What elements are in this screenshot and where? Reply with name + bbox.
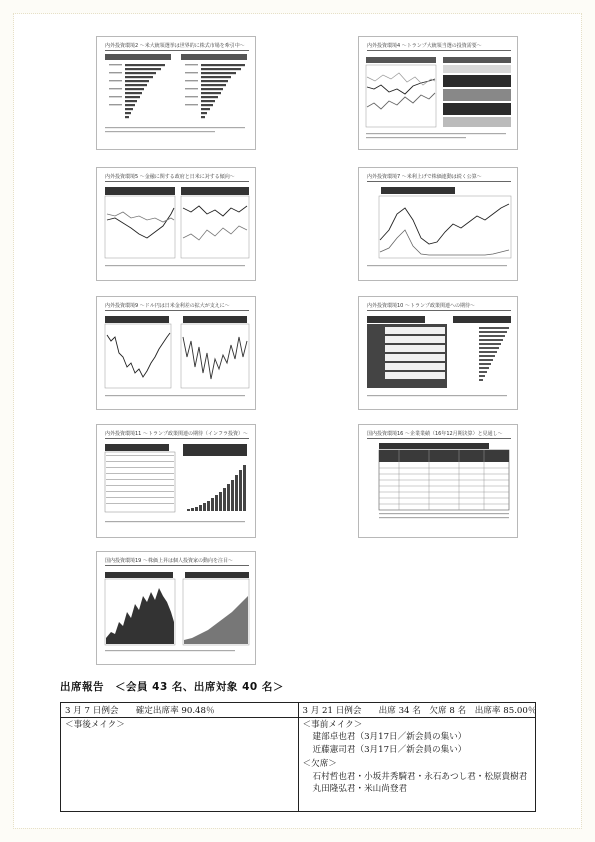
slide-title: 国内投資環境16 ～企業業績（16年12月期決算）と見通し～	[367, 430, 511, 439]
slide-title: 内外投資環境4 ～トランプ大統領当選の投資需要～	[367, 42, 511, 51]
post-makeup-label: ＜事後メイク＞	[65, 720, 125, 730]
slide-figure	[359, 425, 518, 538]
slide-thumbnail	[358, 167, 518, 281]
slide-title: 内外投資環境7 ～米利上げで株価連動は続く公算～	[367, 173, 511, 182]
slide-title: 内外投資環境5 ～金融に関する政府と日米に対する傾向～	[105, 173, 249, 182]
slide-title: 内外投資環境11 ～トランプ政策関連の期待（インフラ投資）～	[105, 431, 248, 437]
slide-title: 内外投資環境2 ～米大統領選挙は世界的に株式市場を牽引中～	[105, 42, 249, 51]
slide-figure	[97, 37, 256, 150]
march-21-detail-cell	[298, 718, 536, 812]
slide-thumbnail	[358, 36, 518, 150]
slide-figure	[359, 297, 518, 410]
slide-thumbnail	[96, 296, 256, 410]
slide-thumbnail	[358, 424, 518, 538]
slide-thumbnail	[96, 424, 256, 538]
slide-title: 国内投資環境19 ～株価上昇は個人投資家の動向を注目～	[105, 557, 249, 566]
slide-title: 内外投資環境9 ～ドル円は日米金利差の拡大が支えに～	[105, 302, 249, 311]
slide-thumbnail	[96, 551, 256, 665]
absent-list-line: 石村哲也君・小坂井秀騎君・永石あつし君・松原貴樹君	[312, 771, 528, 782]
slide-figure	[97, 425, 256, 538]
slide-thumbnail	[96, 36, 256, 150]
attendance-heading: 出席報告 ＜会員 43 名、出席対象 40 名＞	[60, 681, 284, 693]
slide-figure	[359, 37, 518, 150]
slide-figure	[97, 168, 256, 281]
absent-list-line: 丸田隆弘君・米山尚登君	[312, 784, 408, 795]
pre-makeup-label: ＜事前メイク＞	[302, 720, 363, 730]
slide-title: 内外投資環境10 ～トランプ政策関連への期待～	[367, 302, 511, 311]
march-21-summary: 3 月 21 日例会 出席 34 名 欠席 8 名 出席率 85.00％	[298, 703, 536, 718]
slide-figure	[359, 168, 518, 281]
slide-figure	[97, 297, 256, 410]
pre-makeup-entry: 近藤憲司君（3月17日／新会員の集い）	[312, 744, 467, 755]
march-7-detail-cell	[61, 718, 299, 812]
slide-thumbnail	[358, 296, 518, 410]
slide-figure	[97, 552, 256, 665]
absent-label: ＜欠席＞	[302, 759, 337, 770]
pre-makeup-entry: 建部卓也君（3月17日／新会員の集い）	[312, 732, 467, 743]
march-7-summary: 3 月 7 日例会 確定出席率 90.48％	[61, 703, 299, 718]
attendance-table	[60, 702, 536, 812]
slide-thumbnail	[96, 167, 256, 281]
